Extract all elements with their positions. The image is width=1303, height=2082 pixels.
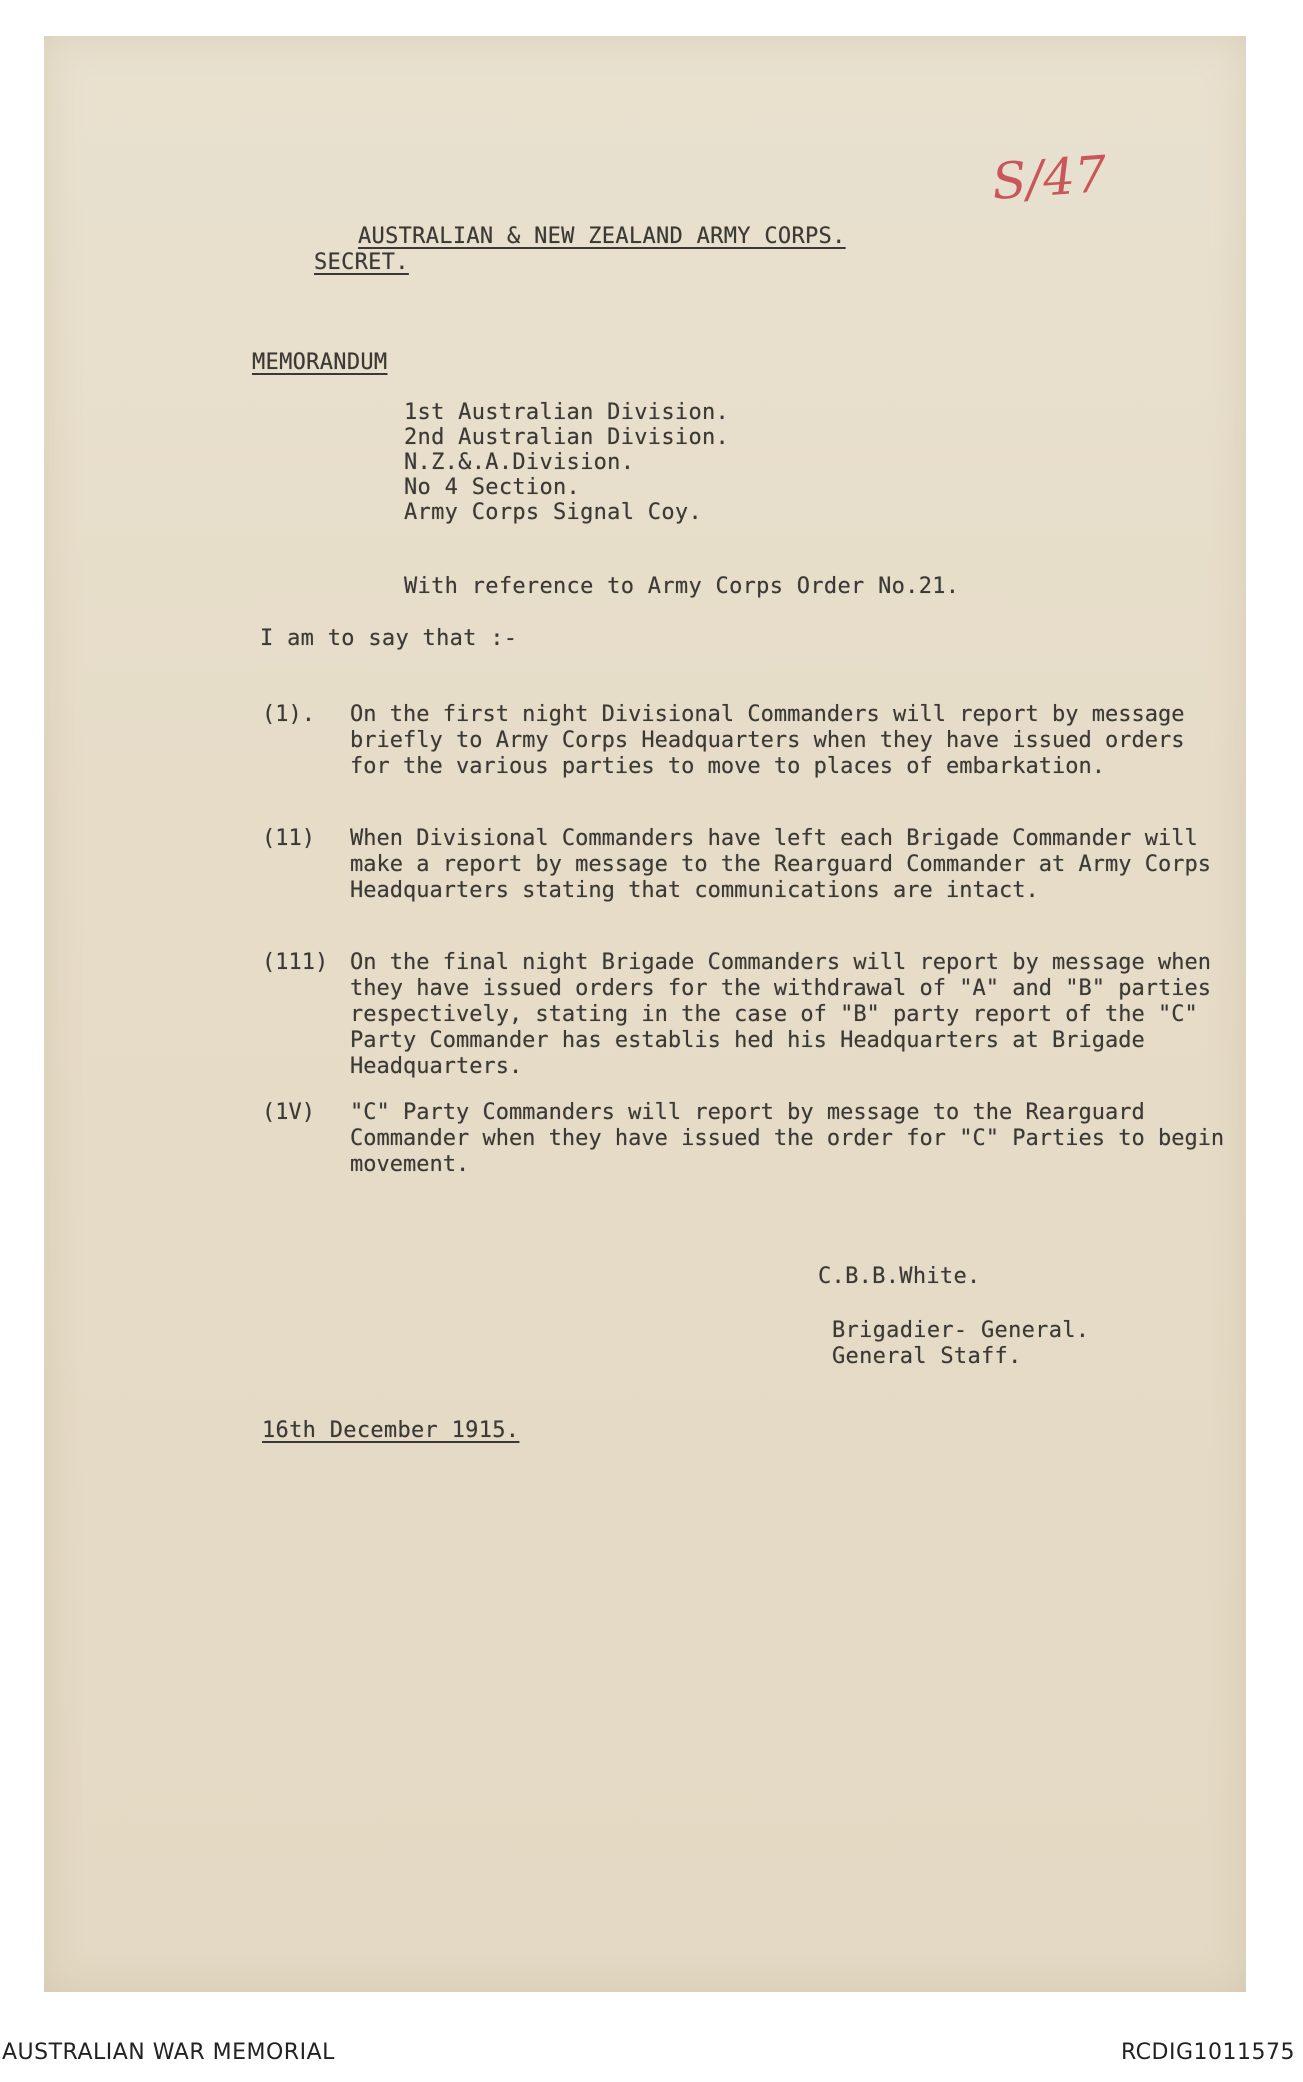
paragraph-4-number: (1V) [262, 1100, 315, 1125]
recipient-2: 2nd Australian Division. [404, 425, 730, 450]
recipient-4: No 4 Section. [404, 475, 581, 500]
intro-line: I am to say that :- [260, 626, 518, 651]
paragraph-2-number: (11) [262, 826, 315, 851]
paragraph-2-text: When Divisional Commanders have left each Brigade Commander will make a report by message to the Rearguard Commander at Army Corps Headquarters stating that communications are intact. [350, 826, 1211, 903]
paragraph-1-text: On the first night Divisional Commanders will report by message briefly to Army Corps Headquarters when they have issued orders for the various parties to move to places of embarkation. [350, 702, 1185, 779]
recipient-1: 1st Australian Division. [404, 400, 730, 425]
footer-institution: AUSTRALIAN WAR MEMORIAL [2, 2040, 335, 2065]
organisation-heading: AUSTRALIAN & NEW ZEALAND ARMY CORPS. [358, 224, 846, 249]
signature-name: C.B.B.White. [818, 1264, 981, 1289]
reference-line: With reference to Army Corps Order No.21. [404, 574, 960, 599]
signature-role: General Staff. [832, 1344, 1022, 1369]
handwritten-reference: S/47 [990, 145, 1109, 211]
classification-label: SECRET. [314, 250, 409, 275]
recipient-3: N.Z.&.A.Division. [404, 450, 635, 475]
memorandum-label: MEMORANDUM [252, 350, 388, 375]
signature-rank: Brigadier- General. [832, 1318, 1090, 1343]
paragraph-3-text: On the final night Brigade Commanders will report by message when they have issued orders for the withdrawal of "A" and "B" parties respectively, stating in the case of "B" party report of the "C" Party Commander has establis hed his Headquarters at Brigade Headquarters. [350, 950, 1211, 1079]
paragraph-4-text: "C" Party Commanders will report by message to the Rearguard Commander when they have issued the order for "C" Parties to begin movement. [350, 1100, 1225, 1177]
document-date: 16th December 1915. [262, 1418, 520, 1443]
paragraph-1-number: (1). [262, 702, 315, 727]
paragraph-3-number: (111) [262, 950, 329, 975]
recipient-5: Army Corps Signal Coy. [404, 500, 702, 525]
footer-item-id: RCDIG1011575 [1120, 2040, 1295, 2065]
